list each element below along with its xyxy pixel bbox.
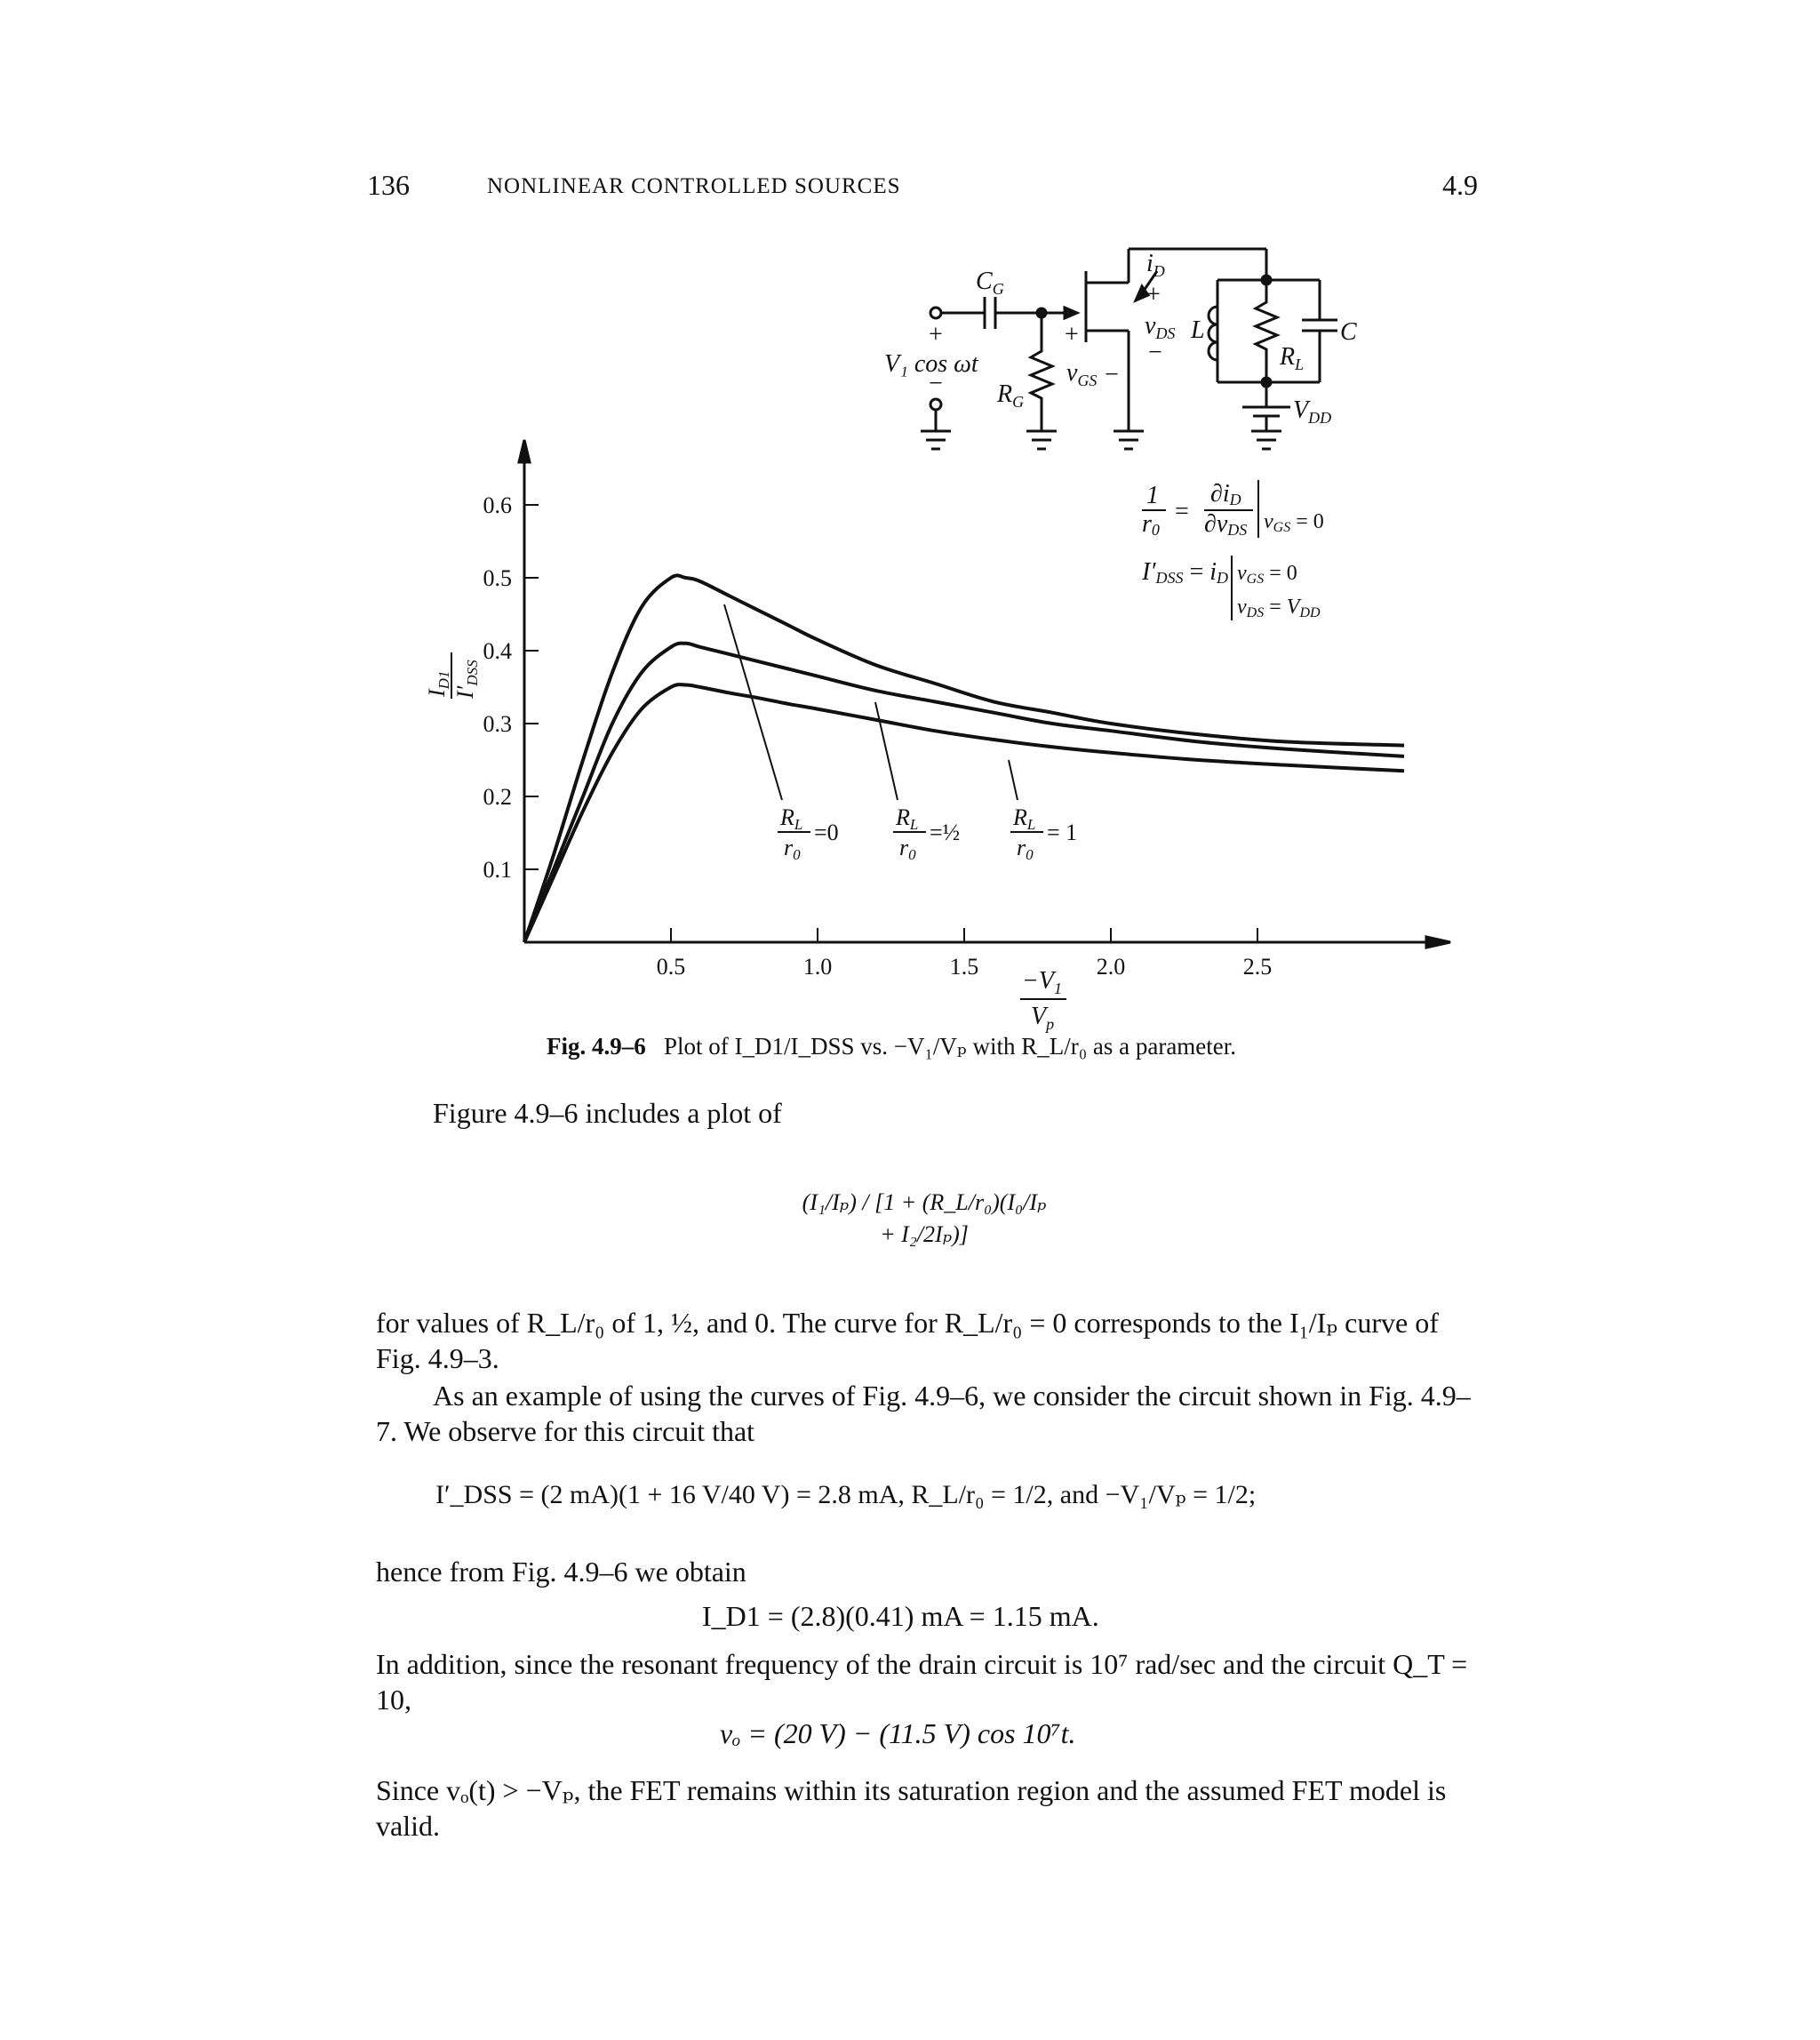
- y-axis-label: [424, 652, 481, 700]
- svg-text:r0: r0: [1017, 835, 1034, 863]
- definitions: [1141, 480, 1324, 620]
- series-line-0: [524, 575, 1404, 942]
- section-number: 4.9: [1442, 169, 1478, 201]
- input-terminal: [930, 308, 941, 318]
- equation-3: I_D1 = (2.8)(0.41) mA = 1.15 mA.: [702, 1600, 1099, 1632]
- rl-resistor: [1256, 280, 1277, 382]
- annotation-rl-0: [778, 804, 839, 863]
- paragraph-2: for values of R_L/r₀ of 1, ½, and 0. The curve for R_L/r₀ = 0 corresponds to the I₁/Iₚ curve of Fig. 4.9–3.: [376, 1307, 1439, 1374]
- vds-minus: −: [1148, 339, 1162, 366]
- svg-text:=: =: [1175, 498, 1189, 525]
- svg-text:r0: r0: [899, 835, 916, 863]
- svg-text:r0: r0: [784, 835, 801, 863]
- paragraph-3: As an example of using the curves of Fig. 4.9–6, we consider the circuit shown in Fig. 4.9–7. We observe for this circuit that: [376, 1380, 1471, 1447]
- equation-1-text: (I₁/Iₚ) / [1 + (R_L/r₀)(I₀/Iₚ + I₂/2Iₚ)]: [802, 1189, 1047, 1247]
- paragraph-6: Since vₒ(t) > −Vₚ, the FET remains within its saturation region and the assumed FET model is valid.: [376, 1774, 1447, 1842]
- x-tick-label: 2.5: [1242, 954, 1273, 980]
- svg-text:vGS: $v_{GS}$: [1066, 359, 1098, 389]
- figure-caption: [547, 1033, 1236, 1060]
- equation-2-text: I′_DSS = (2 mA)(1 + 16 V/40 V) = 2.8 mA, R_L/r₀ = 1/2, and −V₁/Vₚ = 1/2;: [435, 1480, 1257, 1509]
- paragraph-4: hence from Fig. 4.9–6 we obtain: [376, 1556, 746, 1588]
- svg-text:RL: RL: [1013, 804, 1036, 833]
- svg-text:r0: r0: [1142, 510, 1160, 539]
- idss-definition: I′DSS = iD: [1142, 558, 1229, 587]
- svg-text:CG: $C_G$: [976, 268, 1004, 298]
- x-tick-label: 1.0: [802, 954, 833, 980]
- svg-text:RL: RL: [896, 804, 919, 833]
- svg-text:RL: RL: [780, 804, 803, 833]
- chart-series: [524, 575, 1404, 942]
- equation-1: [800, 1133, 1049, 1302]
- svg-text:RG: $R_G$: [997, 380, 1025, 411]
- page-number: 136: [367, 169, 410, 201]
- annotation-rl-1: [1010, 804, 1077, 863]
- x-tick-label: 2.0: [1096, 954, 1126, 980]
- svg-text:= 1: = 1: [1047, 820, 1078, 845]
- svg-text:=½: =½: [930, 820, 961, 845]
- x-axis-arrow: [1426, 937, 1450, 948]
- svg-text:vGS = 0: vGS = 0: [1264, 510, 1324, 535]
- paragraph-5: In addition, since the resonant frequency of the drain circuit is 10⁷ rad/sec and the circuit Q_T = 10,: [376, 1648, 1468, 1716]
- cg-label: C: [976, 268, 993, 295]
- id-label: i: [1146, 250, 1153, 277]
- x-tick-label: 1.5: [949, 954, 979, 980]
- svg-text:−V1: $-V_1$: [1022, 967, 1062, 997]
- source-minus: −: [929, 370, 943, 397]
- equation-2: [435, 1465, 1475, 1536]
- svg-text:I′DSS: I′DSS: [452, 660, 481, 699]
- rg-resistor: [1031, 313, 1052, 431]
- capacitor-label: C: [1340, 318, 1357, 346]
- vgs-label: v: [1066, 359, 1078, 387]
- source-label: V₁ cos ωt: [884, 350, 978, 378]
- y-tick-label: 0.5: [483, 565, 512, 591]
- running-title: NONLINEAR CONTROLLED SOURCES: [487, 174, 901, 198]
- rg-label: R: [997, 380, 1013, 408]
- vgs-plus: +: [1065, 321, 1079, 348]
- svg-text:VDD: $V_{DD}$: [1293, 396, 1332, 427]
- y-tick-label: 0.3: [483, 711, 512, 737]
- svg-text:∂vDS: ∂vDS: [1204, 510, 1248, 539]
- svg-text:vDS: $v_{DS}$: [1145, 312, 1176, 342]
- caption-text: Plot of I_D1/I_DSS vs. −V₁/Vₚ with R_L/r₀ as a parameter.: [664, 1033, 1237, 1060]
- x-axis-label: [1020, 967, 1066, 1033]
- y-tick-label: 0.4: [483, 638, 512, 664]
- svg-text:iD: $i_D$: [1146, 250, 1165, 280]
- circuit-labels: [884, 250, 1357, 427]
- svg-text:RL: $R_L$: [1280, 343, 1305, 373]
- series-line-2: [524, 684, 1404, 942]
- svg-text:Vp: $V_p$: [1031, 1003, 1055, 1033]
- y-tick-label: 0.2: [483, 784, 512, 810]
- vgs-minus: −: [1105, 361, 1119, 388]
- source-plus: +: [929, 321, 943, 348]
- annotation-rl-half: [893, 804, 960, 863]
- caption-label: Fig. 4.9–6: [547, 1033, 646, 1060]
- svg-text:vDS = VDD: vDS = VDD: [1237, 596, 1321, 620]
- series-line-1: [524, 644, 1404, 942]
- svg-text:vGS = 0: vGS = 0: [1237, 562, 1297, 587]
- svg-text:∂iD: ∂iD: [1210, 480, 1241, 508]
- y-tick-label: 0.6: [483, 492, 512, 518]
- rl-label: R: [1280, 343, 1296, 371]
- vds-plus: +: [1146, 281, 1161, 308]
- equation-4: vₒ = (20 V) − (11.5 V) cos 10⁷t.: [720, 1717, 1076, 1749]
- vds-label: v: [1145, 312, 1156, 340]
- svg-text:ID1: ID1: [424, 670, 452, 697]
- chart-annotation-pointers: [724, 604, 1018, 800]
- x-tick-label: 0.5: [656, 954, 686, 980]
- inductor-label: L: [1191, 316, 1205, 344]
- y-tick-label: 0.1: [483, 857, 512, 883]
- paragraph-1: Figure 4.9–6 includes a plot of: [433, 1097, 782, 1129]
- vdd-label: V: [1293, 396, 1309, 424]
- series-annotations: [778, 804, 1077, 863]
- svg-text:=0: =0: [814, 820, 839, 845]
- y-axis-arrow: [519, 440, 530, 462]
- svg-text:1: 1: [1146, 482, 1159, 509]
